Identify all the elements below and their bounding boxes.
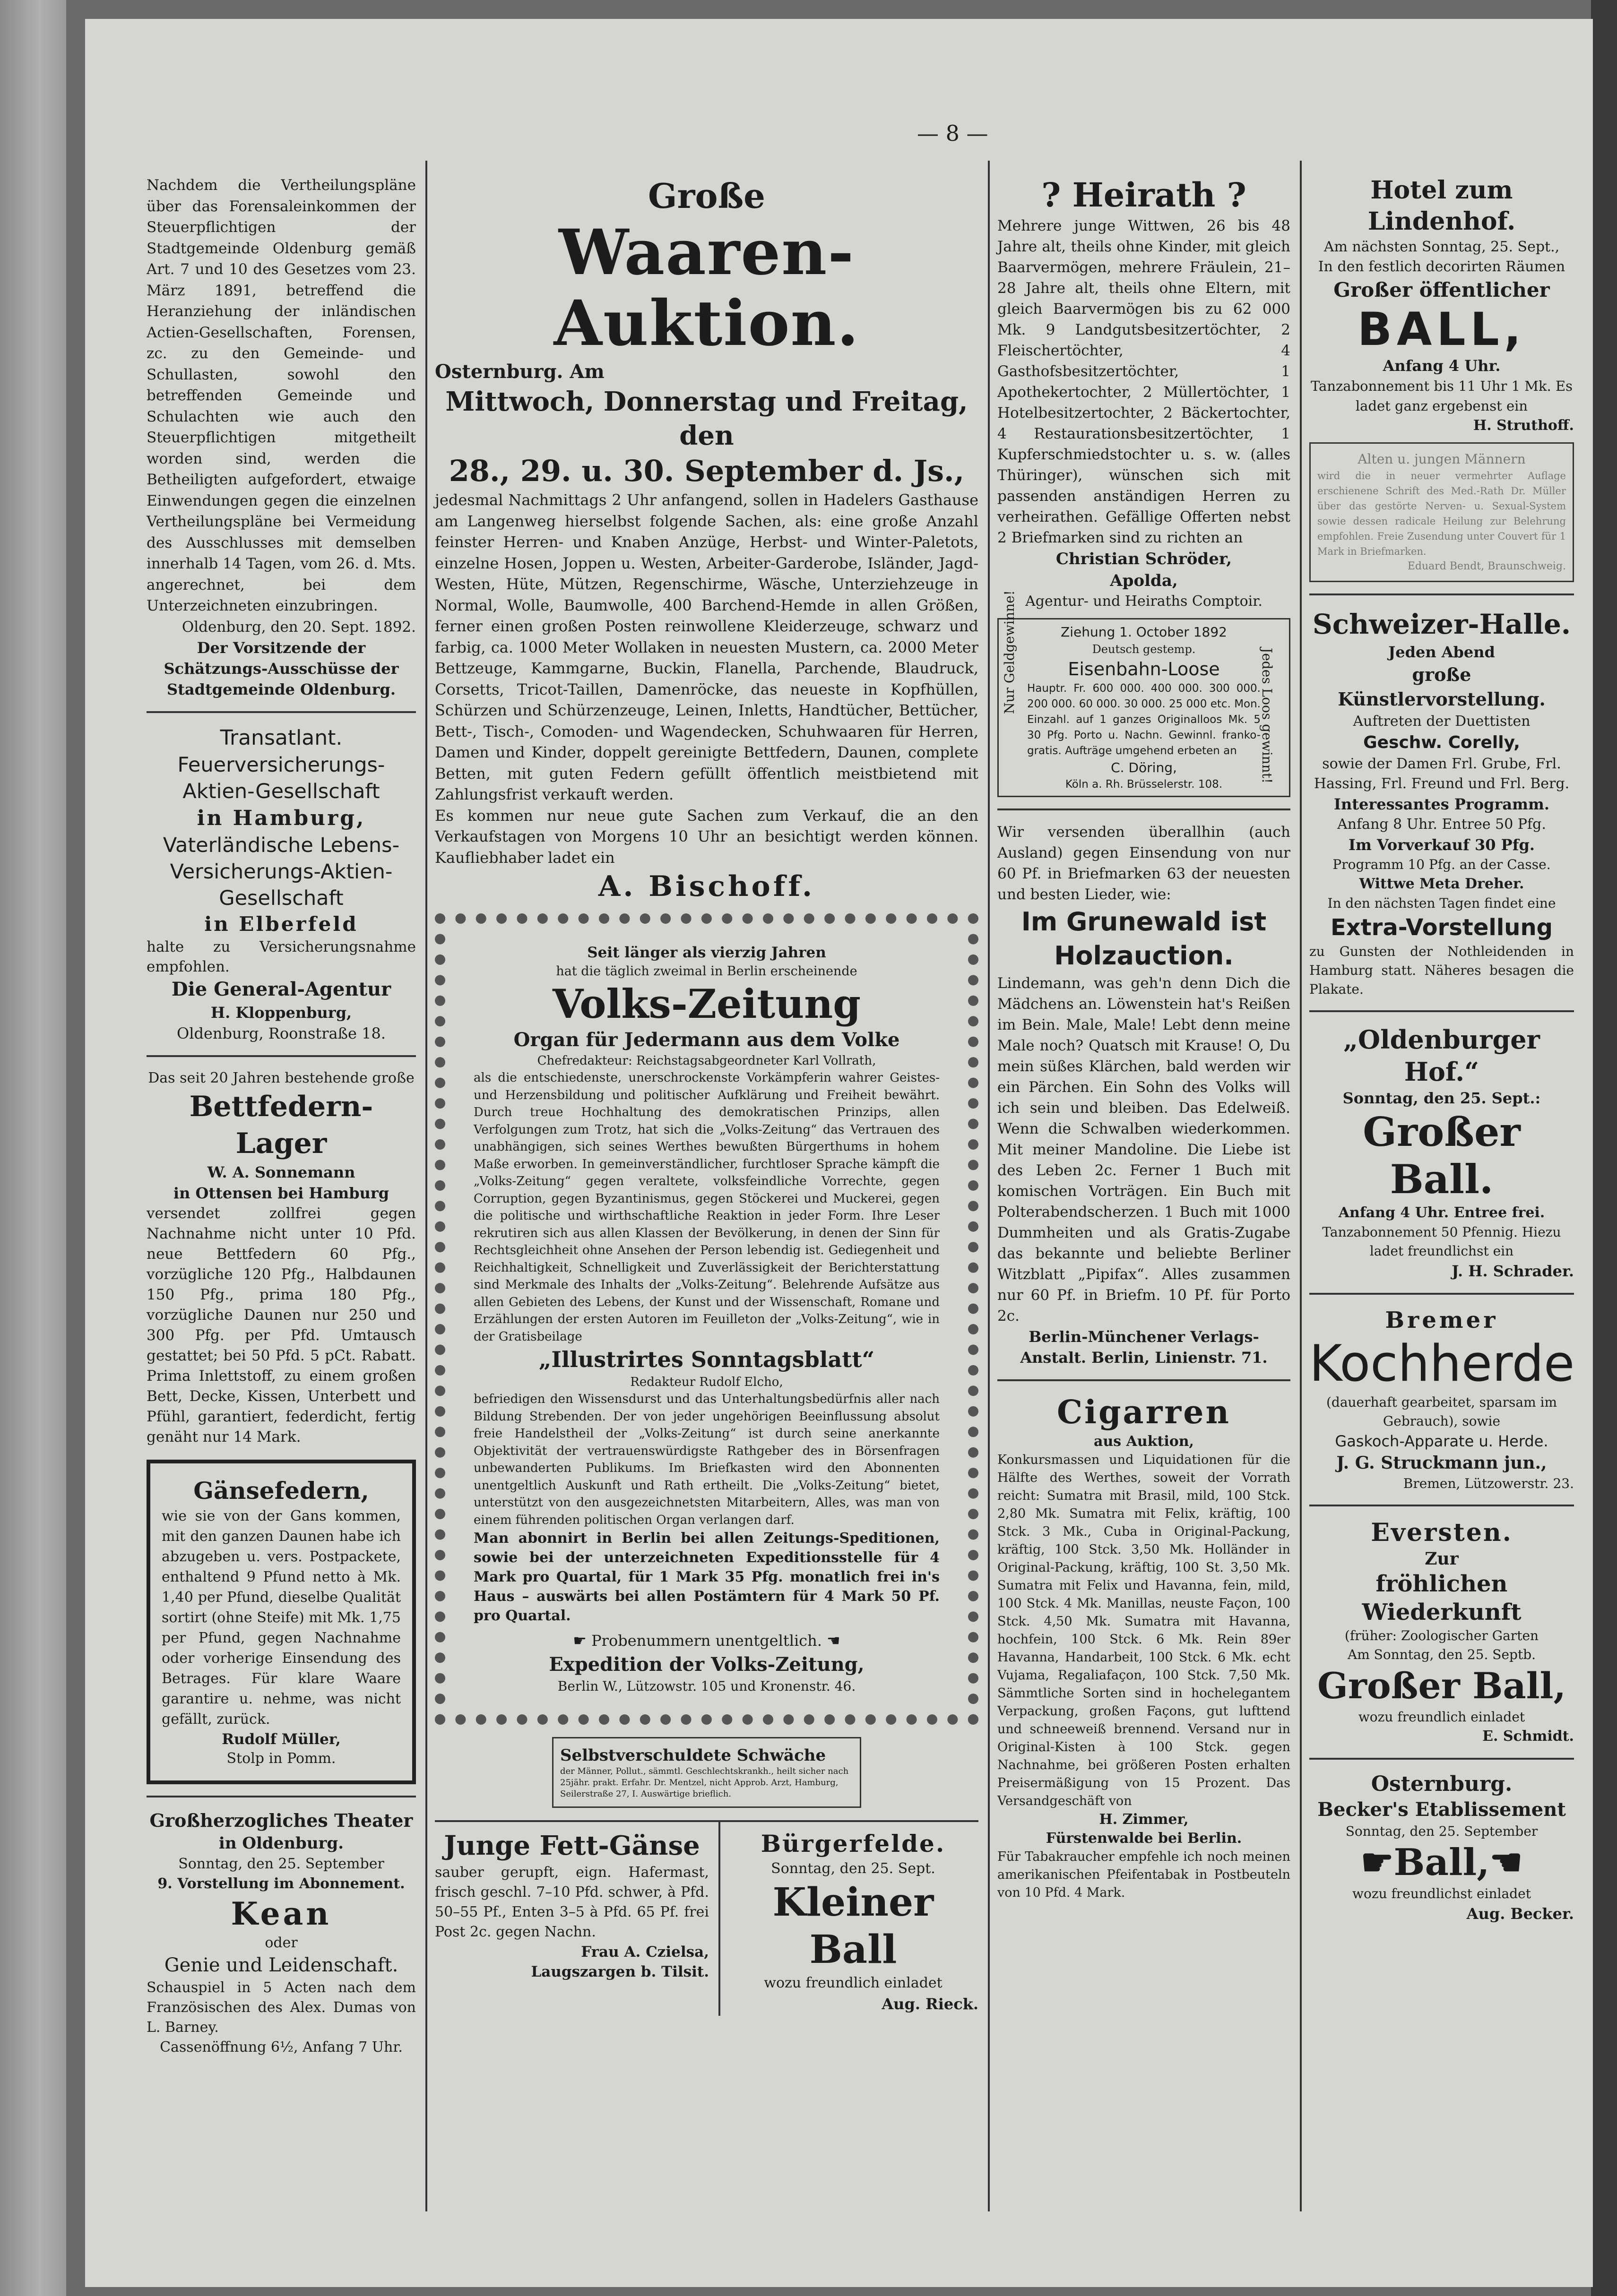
marriage-place: Apolda, bbox=[1110, 571, 1178, 590]
stoves-text: (dauerhaft gearbeitet, sparsam im Gebrauch), sowie bbox=[1326, 1394, 1557, 1429]
auction-note: Es kommen nur neue gute Sachen zum Verkauf, die an den Verkaufstagen von Morgens 10 Uhr an besichtigt werden können. Kaufliebhaber ladet ein bbox=[435, 806, 978, 867]
theatre-date: Sonntag, den 25. September bbox=[178, 1855, 384, 1872]
feathers-place: in Ottensen bei Hamburg bbox=[173, 1184, 389, 1202]
column-4 bbox=[1309, 175, 1574, 1924]
divider bbox=[997, 1379, 1290, 1381]
cigars-text: Konkursmassen und Liquidationen für die Hälfte des Werthes, soweit der Vorrath reicht: Sumatra mit Brasil, mild, 100 Stck. 2,80 Mk. Sumatra mit Felix, kräftig, 100 Stck. 3 Mk., Cuba in Original-Packung, kräftig, 100 Stck. 3,50 Mk. Holländer in Original-Packung, kräftig, 100 St. 3,50 Mk. Sumatra mit Felix und Havanna, fein, mild, 100 Stck. 4 Mk. Manillas, neuste Façon, 100 Stck. 4,50 Mk. Sumatra mit Havanna, hochfein, 100 Stck. 6 Mk. Rein 89er Havanna, Handarbeit, 100 Stck. 6 Mk. echt Vujama, Regaliafaçon, 100 Stck. 7,50 Mk. Sämmtliche Sorten sind in hochelegantem Verpackung, großen Façons, gut lufttend und schneeweiß brennend. Versand nur in Original-Kisten à 100 Stck. gegen Nachnahme, bei größeren Posten erhalten Preisermäßigung von 15 Prozent. Das Versandgeschäft von bbox=[997, 1453, 1290, 1808]
lindenhof-event: BALL, bbox=[1357, 303, 1526, 356]
auction-title: Waaren-Auktion. bbox=[553, 216, 860, 360]
feathers-owner: W. A. Sonnemann bbox=[207, 1163, 355, 1181]
insurance-text: halte zu Versicherungsnahme empfohlen. bbox=[147, 938, 416, 975]
ad-gaensefedern bbox=[147, 1460, 416, 1784]
cigars-place: Fürstenwalde bei Berlin. bbox=[1046, 1830, 1242, 1847]
auction-kicker: Große bbox=[648, 176, 765, 216]
geese-title: Gänsefedern, bbox=[193, 1476, 369, 1505]
column-2 bbox=[435, 175, 978, 2016]
notice-date: Oldenburg, den 20. Sept. 1892. bbox=[182, 618, 416, 636]
buergerfelde-title: Bürgerfelde. bbox=[761, 1830, 946, 1857]
theatre-place: in Oldenburg. bbox=[218, 1833, 344, 1853]
sh-text4: In den nächsten Tagen findet eine bbox=[1327, 895, 1556, 911]
weakness-title: Selbstverschuldete Schwäche bbox=[560, 1746, 826, 1765]
book-binding bbox=[0, 0, 66, 2296]
column-3 bbox=[997, 175, 1290, 1902]
pointing-hand-icon: ☚ bbox=[1489, 1841, 1523, 1884]
ev-signer: E. Schmidt. bbox=[1482, 1728, 1574, 1745]
insurance-agency: Die General-Agentur bbox=[171, 978, 391, 1000]
insurance-title3: Vaterländische Lebens-Versicherungs-Aktien-Gesellschaft bbox=[163, 833, 400, 910]
feathers-intro: Das seit 20 Jahren bestehende große bbox=[148, 1069, 415, 1086]
ad-eversten bbox=[1309, 1518, 1574, 1746]
pointing-hand-icon: ☚ bbox=[821, 1632, 840, 1650]
sh-program: Interessantes Programm. bbox=[1333, 795, 1549, 813]
lindenhof-title: Hotel zum Lindenhof. bbox=[1367, 176, 1516, 236]
column-rule-2 bbox=[988, 161, 990, 2211]
os-signer: Aug. Becker. bbox=[1466, 1905, 1574, 1923]
cigars-text2: Für Tabakraucher empfehle ich noch meinen amerikanischen Pfeifentabak in Postbeuteln von 10 Pfd. 4 Mark. bbox=[997, 1849, 1290, 1900]
notice-signer: Der Vorsitzende der Schätzungs-Ausschüsse der Stadtgemeinde Oldenburg. bbox=[164, 638, 399, 698]
sh-event: große Künstlervorstellung. bbox=[1338, 664, 1546, 710]
auction-place: Osternburg. Am bbox=[435, 361, 605, 383]
oh-signer: J. H. Schrader. bbox=[1452, 1262, 1574, 1280]
lindenhof-start: Anfang 4 Uhr. bbox=[1383, 357, 1501, 375]
marriage-title: ? Heirath ? bbox=[1041, 175, 1246, 215]
vz-address: Berlin W., Lützowstr. 105 und Kronenstr. 46. bbox=[557, 1678, 856, 1694]
ad-cigarren bbox=[997, 1393, 1290, 1902]
sh-title: Schweizer-Halle. bbox=[1312, 608, 1571, 640]
lottery-side-left: Nur Geldgewinne! bbox=[1002, 590, 1017, 714]
lottery-draw: Ziehung 1. October 1892 bbox=[1061, 624, 1227, 640]
ad-oldenburger-hof bbox=[1309, 1023, 1574, 1281]
ad-heirath bbox=[997, 175, 1290, 611]
notice-vertheilungsplaene bbox=[147, 175, 416, 700]
geese-place: Stolp in Pomm. bbox=[226, 1750, 336, 1767]
grunewald-signer: Berlin-Münchener Verlags-Anstalt. Berlin, Linienstr. 71. bbox=[1020, 1328, 1268, 1367]
weakness-text: der Männer, Pollut., sämmtl. Geschlechtskrankh., heilt sicher nach 25jähr. prakt. Erfahr. Dr. Mentzel, nicht Approb. Arzt, Hamburg, Seilerstraße 27, I. Auswärtige brieflich. bbox=[560, 1766, 849, 1799]
geese2-signer: Frau A. Czielsa, bbox=[581, 1943, 709, 1961]
page-number: — 8 — bbox=[917, 120, 988, 146]
ev-kicker: Zur bbox=[1425, 1549, 1459, 1569]
vz-samples-text: Probenummern unentgeltlich. bbox=[591, 1632, 822, 1650]
ad-buergerfelde bbox=[728, 1829, 978, 2015]
nerves-signer: Eduard Bendt, Braunschweig. bbox=[1407, 560, 1566, 572]
insurance-address: Oldenburg, Roonstraße 18. bbox=[177, 1024, 386, 1042]
vz-text2: befriedigen den Wissensdurst und das Unterhaltungsbedürfnis aller nach Bildung Strebenden. Der von jeder ungehörigen Beeinflussung absolut freie Handelstheil der „Volks-Zeitung“ ist durch seine anerkannte Objektivität der vertrauenswürdigste Rathgeber des in Börsenfragen unbewanderten Publikums. Im Briefkasten wird den Abonnenten unentgeltlich Auskunft und Rath ertheilt. Die „Volks-Zeitung“ bietet, unterstützt von den ausgezeichnetsten Mitarbeitern, Alles, was man von einem führenden politischen Organ verlangen darf. bbox=[474, 1392, 940, 1527]
stoves-signer: J. G. Struckmann jun., bbox=[1336, 1453, 1547, 1473]
insurance-place1: in Hamburg, bbox=[197, 806, 366, 830]
geese-signer: Rudolf Müller, bbox=[222, 1730, 341, 1748]
ad-nerven-schrift bbox=[1309, 442, 1574, 582]
insurance-title2: Feuerversicherungs-Aktien-Gesellschaft bbox=[177, 753, 385, 803]
pointing-hand-icon: ☛ bbox=[1360, 1841, 1394, 1884]
sh-text5: zu Gunsten der Nothleidenden in Hamburg statt. Näheres besagen die Plakate. bbox=[1309, 944, 1574, 997]
ad-fett-gaense bbox=[435, 1829, 709, 1982]
os-place: Osternburg. bbox=[1371, 1772, 1513, 1796]
vz-samples bbox=[474, 1629, 940, 1652]
feathers-text: versendet zollfrei gegen Nachnahme nicht unter 10 Pfd. neue Bettfedern 60 Pfg., vorzügliche 120 Pfg., Halbdaunen 150 Pfg., prima 180 Pfg., vorzügliche Daunen nur 250 und 300 Pfg. per Pfd. Umtausch gestattet; bei 50 Pfd. 5 pCt. Rabatt. Prima Inlettstoff, zu einem großen Bett, Decke, Kissen, Unterbett und Pfühl, garantiert, federdicht, fertig genäht nur 14 Mark. bbox=[147, 1204, 416, 1445]
page-edge-shadow bbox=[1591, 0, 1617, 2296]
insurance-place2: in Elberfeld bbox=[204, 912, 358, 936]
geese2-place: Laugszargen b. Tilsit. bbox=[531, 1963, 709, 1980]
geese2-title: Junge Fett-Gänse bbox=[444, 1830, 700, 1861]
sh-text2: sowie der Damen Frl. Grube, Frl. Hassing, Frl. Freund und Frl. Berg. bbox=[1314, 756, 1570, 792]
bottom-ads-row bbox=[435, 1822, 978, 2016]
ad-volkszeitung bbox=[435, 913, 978, 1725]
ev-title: fröhlichen Wiederkunft bbox=[1362, 1571, 1522, 1625]
ev-text: wozu freundlich einladet bbox=[1358, 1709, 1525, 1725]
lindenhof-signer: H. Struthoff. bbox=[1473, 417, 1574, 434]
ev-date: Am Sonntag, den 25. Septb. bbox=[1347, 1647, 1536, 1662]
vz-subscribe: Man abonnirt in Berlin bei allen Zeitungs-Speditionen, sowie bei der unterzeichneten Expeditionsstelle für 4 Mark pro Quartal, für 1 Mark 35 Pfg. monatlich frei in's Haus – auswärts bei allen Postämtern für 4 Mark 50 Pf. pro Quartal. bbox=[474, 1530, 940, 1624]
vz-text: als die entschiedenste, unerschrockenste Vorkämpferin wahrer Geistes- und Herzensbildung und politischer Aufklärung und Freiheit bewährt. Durch treue Hochhaltung des demokratischen Prinzips, allen Verfolgungen zum Trotz, hat sich die „Volks-Zeitung“ das Vertrauen des unabhängigen, sich seines Werthes bewußten Bürgerthums in hohem Maße erworben. In gemeinverständlicher, furchtloser Sprache kämpft die „Volks-Zeitung“ gegen veraltete, volksfeindliche Vorrechte, gegen Corruption, gegen Byzantinismus, gegen Stöckerei und Muckerei, gegen die politische und wirthschaftliche Reaktion in jeder Form. Ihre Leser rekrutiren sich aus allen Klassen der Bevölkerung, in denen der Sinn für Rechtsgleichheit ohne Ansehen der Person lebendig ist. Gediegenheit und Reichhaltigkeit, Schnelligkeit und Zuverlässigkeit der Berichterstattung sind Merkmale des Inhalts der „Volks-Zeitung“. Belehrende Aufsätze aus allen Gebieten des Lebens, der Kunst und der Wissenschaft, Romane und Erzählungen der ersten Autoren im Feuilleton der „Volks-Zeitung“, wie in der Gratisbeilage bbox=[474, 1071, 940, 1344]
column-1 bbox=[147, 175, 416, 2057]
theatre-text: Schauspiel in 5 Acten nach dem Französischen des Alex. Dumas von L. Barney. bbox=[147, 1979, 416, 2036]
os-title: Becker's Etablissement bbox=[1317, 1798, 1566, 1821]
ad-waaren-auktion bbox=[435, 175, 978, 905]
theatre-play: Kean bbox=[231, 1895, 332, 1932]
vz-supplement: „Illustrirtes Sonntagsblatt“ bbox=[538, 1347, 875, 1372]
newspaper-page bbox=[85, 19, 1593, 2287]
notice-text: Nachdem die Vertheilungspläne über das Forensaleinkommen der Steuerpflichtigen der Stadtgemeinde Oldenburg gemäß Art. 7 und 10 des Gesetzes vom 23. März 1891, betreffend die Heranziehung der inländischen Actien-Gesellschaften, Forensen, zc. zu den Gemeinde- und Schullasten, sowohl den betreffenden Gemeinde und Schulachten wie auch den Steuerpflichtigen mitgetheilt worden sind, werden die Betheiligten aufgefordert, etwaige Einwendungen gegen die einzelnen Vertheilungspläne bei Vermeidung des Ausschlusses mit demselben innerhalb 14 Tagen, vom 26. d. Mts. angerechnet, bei dem Unterzeichneten einzubringen. bbox=[147, 177, 416, 614]
lindenhof-text2: Tanzabonnement bis 11 Uhr 1 Mk. Es ladet ganz ergebenst ein bbox=[1310, 378, 1573, 414]
ad-schwaeche bbox=[552, 1737, 861, 1808]
vz-line1: Seit länger als vierzig Jahren bbox=[587, 944, 826, 961]
ev-sub: (früher: Zoologischer Garten bbox=[1344, 1628, 1539, 1643]
grunewald-text2: Lindemann, was geh'n denn Dich die Mädchens an. Löwenstein hat's Reißen im Bein. Male, Male! Lebt denn meine Male noch? Quatsch mit Krause! O, Du mein süßes Klärchen, bald werden wir ein Pärchen. Ein Sohn des Volks will ich sein und bleiben. Das Edelweiß. Wenn die Schwalben wiederkommen. Mit meiner Mandoline. Die Liebe ist des Leben 2c. Ferner 1 Buch mit komischen Vorträgen. Ein Buch mit Polterabendscherzen. 1 Buch mit 1000 Dummheiten und als Gratis-Zugabe das bekannte und beliebte Berliner Witzblatt „Pipifax“. Alles zusammen nur 60 Pf. in Briefm. 10 Pf. für Porto 2c. bbox=[997, 975, 1290, 1324]
stoves-text2: Gaskoch-Apparate u. Herde. bbox=[1335, 1432, 1548, 1450]
marriage-signer: Christian Schröder, bbox=[1055, 550, 1232, 568]
theatre-perf: 9. Vorstellung im Abonnement. bbox=[157, 1875, 405, 1892]
insurance-title1: Transatlant. bbox=[220, 725, 343, 750]
column-rule-3 bbox=[1300, 161, 1302, 2211]
divider bbox=[1309, 1293, 1574, 1295]
geese-text: wie sie von der Gans kommen, mit den ganzen Daunen habe ich abzugeben u. vers. Postpackete, enthaltend 9 Pfund netto à Mk. 1,40 per Pfund, dieselbe Qualität sortirt (ohne Steife) mit Mk. 1,75 per Pfund, gegen Nachnahme oder vorherige Einsendung des Betrages. Für klare Waare garantire u. nehme, was nicht gefällt, zurück. bbox=[162, 1507, 401, 1728]
insurance-agent: H. Kloppenburg, bbox=[210, 1003, 352, 1022]
sh-text3: Programm 10 Pfg. an der Casse. bbox=[1332, 857, 1551, 872]
buergerfelde-event: Kleiner Ball bbox=[772, 1880, 934, 1972]
os-date: Sonntag, den 25. September bbox=[1345, 1823, 1538, 1839]
marriage-text: Mehrere junge Wittwen, 26 bis 48 Jahre alt, theils ohne Kinder, mit gleich Baarvermögen, mehrere Fräulein, 21–28 Jahre alt, theils ohne Eltern, mit gleich Baarvermögen bis zu 62 000 Mk. 9 Landgutsbesitzertöchter, 2 Fleischertöchter, 4 Gasthofsbesitzertöchter, 1 Apothekertochter, 2 Müllertöchter, 1 Hotelbesitzertochter, 2 Bäckertochter, 4 Restaurationsbesitzertöchter, 1 Kupferschmiedstochter u. s. w. (alles Thüringer), wünschen sich mit passenden anständigen Herren zu verheirathen. Gefällige Offerten nebst 2 Briefmarken sind zu richten an bbox=[997, 217, 1290, 546]
oh-start: Anfang 4 Uhr. Entree frei. bbox=[1338, 1204, 1545, 1221]
sh-act: Geschw. Corelly, bbox=[1363, 733, 1520, 752]
column-rule-inner bbox=[718, 1822, 720, 2016]
oh-title: „Oldenburger Hof.“ bbox=[1343, 1024, 1540, 1087]
sh-presale: Im Vorverkauf 30 Pfg. bbox=[1349, 836, 1535, 854]
vz-expedition: Expedition der Volks-Zeitung, bbox=[549, 1653, 865, 1676]
ad-osternburg bbox=[1309, 1771, 1574, 1924]
lindenhof-date: Am nächsten Sonntag, 25. Sept., bbox=[1323, 239, 1560, 255]
sh-sub: Jeden Abend bbox=[1388, 643, 1495, 661]
divider bbox=[1309, 1010, 1574, 1012]
cigars-signer: H. Zimmer, bbox=[1099, 1811, 1189, 1828]
cigars-sub: aus Auktion, bbox=[1094, 1433, 1194, 1450]
os-text: wozu freundlichst einladet bbox=[1352, 1886, 1531, 1901]
lottery-text: Hauptr. Fr. 600 000. 400 000. 300 000. 200 000. 60 000. 30 000. 25 000 etc. Mon. Einzahl. auf 1 ganzes Originalloos Mk. 5 30 Pfg. Porto u. Nachn. Gewinnl. franko-gratis. Aufträge umgehend erbeten an bbox=[1027, 682, 1261, 757]
divider bbox=[147, 1055, 416, 1057]
divider bbox=[1309, 1505, 1574, 1506]
oh-event: Großer Ball. bbox=[1363, 1109, 1521, 1203]
vz-line2: hat die täglich zweimal in Berlin erscheinende bbox=[556, 964, 857, 979]
vz-editor: Chefredakteur: Reichstagsabgeordneter Karl Vollrath, bbox=[537, 1054, 876, 1068]
divider bbox=[1309, 1758, 1574, 1760]
geese2-text: sauber gerupft, eign. Hafermast, frisch geschl. 7–10 Pfd. schwer, à Pfd. 50–55 Pf., Enten 3–5 à Pfd. 65 Pf. frei Post 2c. gegen Nachn. bbox=[435, 1864, 709, 1940]
os-event: Ball, bbox=[1393, 1841, 1490, 1884]
divider bbox=[147, 711, 416, 713]
os-event-line bbox=[1309, 1841, 1574, 1884]
lindenhof-text: In den festlich decorirten Räumen bbox=[1318, 258, 1565, 275]
theatre-time: Cassenöffnung 6½, Anfang 7 Uhr. bbox=[160, 2038, 403, 2055]
buergerfelde-signer: Aug. Rieck. bbox=[882, 1995, 978, 2013]
sh-start: Anfang 8 Uhr. Entree 50 Pfg. bbox=[1337, 816, 1546, 833]
theatre-oder: oder bbox=[265, 1934, 298, 1951]
feathers-title: Bettfedern-Lager bbox=[189, 1090, 373, 1160]
lottery-address: Köln a. Rh. Brüsselerstr. 108. bbox=[1065, 778, 1223, 791]
pointing-hand-icon: ☛ bbox=[573, 1632, 592, 1650]
vz-suppeditor: Redakteur Rudolf Elcho, bbox=[630, 1375, 783, 1389]
sh-text: Auftreten der Duettisten bbox=[1353, 713, 1531, 730]
vz-subtitle: Organ für Jedermann aus dem Volke bbox=[513, 1029, 900, 1051]
auction-signer: A. Bischoff. bbox=[598, 870, 815, 903]
sh-extra: Extra-Vorstellung bbox=[1330, 914, 1553, 941]
ev-place: Eversten. bbox=[1371, 1518, 1513, 1547]
stoves-place: Bremen, Lützowerstr. 23. bbox=[1403, 1476, 1574, 1491]
auction-dates: 28., 29. u. 30. September d. Js., bbox=[449, 454, 965, 488]
column-rule-1 bbox=[425, 161, 427, 2211]
buergerfelde-date: Sonntag, den 25. Sept. bbox=[771, 1860, 935, 1877]
ad-lindenhof bbox=[1309, 175, 1574, 436]
theatre-title: Großherzogliches Theater bbox=[149, 1809, 413, 1831]
marriage-office: Agentur- und Heiraths Comptoir. bbox=[1025, 593, 1262, 610]
ad-bettfedern bbox=[147, 1068, 416, 1447]
nerves-text: wird die in neuer vermehrter Auflage erschienene Schrift des Med.-Rath Dr. Müller über das gestörte Nerven- u. Sexual-System sowie dessen radicale Heilung zur Belehrung empfohlen. Freie Zusendung unter Couvert für 1 Mark in Briefmarken. bbox=[1317, 470, 1566, 557]
lottery-signer: C. Döring, bbox=[1111, 760, 1177, 775]
vz-title: Volks-Zeitung bbox=[552, 980, 861, 1027]
stoves-kicker: Bremer bbox=[1385, 1307, 1498, 1333]
ad-schweizerhalle bbox=[1309, 607, 1574, 999]
cigars-title: Cigarren bbox=[1057, 1393, 1231, 1431]
lottery-sub: Deutsch gestemp. bbox=[1092, 643, 1196, 656]
buergerfelde-text: wozu freundlich einladet bbox=[764, 1975, 943, 1991]
lottery-side-right: Jedes Loos gewinnt! bbox=[1259, 648, 1275, 784]
auction-days: Mittwoch, Donnerstag und Freitag, den bbox=[445, 386, 968, 451]
theatre-sub: Genie und Leidenschaft. bbox=[164, 1954, 398, 1976]
ev-event: Großer Ball, bbox=[1317, 1665, 1566, 1707]
divider bbox=[147, 1796, 416, 1797]
divider bbox=[997, 808, 1290, 810]
lindenhof-kicker: Großer öffentlicher bbox=[1333, 278, 1550, 301]
auction-text: jedesmal Nachmittags 2 Uhr anfangend, sollen in Hadelers Gasthause am Langenweg hierselbst folgende Sachen, als: eine große Anzahl feinster Herren- und Knaben Anzüge, Herbst- und Winter-Paletots, einzelne Hosen, Joppen u. Westen, Arbeiter-Garderobe, Isländer, Jagd-Westen, Hüte, Mützen, Regenschirme, Wäsche, Unterziehzeuge in Normal, Wolle, Baumwolle, 400 Barchend-Hemde in allen Größen, ferner einen großen Posten reinwollene Kleiderzeuge, schwarz und farbig, ca. 1000 Meter Wollaken in neuesten Mustern, ca. 2000 Meter Bettzeuge, Kammgarne, Buckin, Flanella, Parchende, Blaudruck, Corsetts, Tricot-Taillen, Damenröcke, das neueste in Kopfhüllen, Schürzen und Schürzenzeuge, Leinen, Inletts, Handtücher, Bettücher, Bett-, Tisch-, Comoden- und Wagendecken, Schuhwaaren für Herren, Damen und Kinder, doppelt gereinigte Bettfedern, Daunen, complete Betten, mit guten Federn gefüllt öffentlich meistbietend mit Zahlungsfrist verkauft werden. bbox=[435, 491, 978, 803]
ad-insurance bbox=[147, 724, 416, 1044]
nerves-line1: Alten u. jungen Männern bbox=[1358, 451, 1526, 467]
stoves-title: Kochherde bbox=[1309, 1334, 1575, 1393]
grunewald-title: Im Grunewald ist Holzauction. bbox=[1021, 907, 1267, 971]
grunewald-text1: Wir versenden überallhin (auch Ausland) gegen Einsendung von nur 60 Pf. in Briefmarken 63 der neuesten und besten Lieder, wie: bbox=[997, 824, 1290, 903]
lottery-title: Eisenbahn-Loose bbox=[1068, 659, 1220, 679]
oh-date: Sonntag, den 25. Sept.: bbox=[1342, 1089, 1541, 1107]
ad-theatre bbox=[147, 1809, 416, 2057]
oh-text: Tanzabonnement 50 Pfennig. Hiezu ladet freundlichst ein bbox=[1322, 1224, 1561, 1259]
divider bbox=[1309, 593, 1574, 595]
ad-lieder bbox=[997, 822, 1290, 1368]
sh-signer: Wittwe Meta Dreher. bbox=[1359, 876, 1524, 892]
ad-kochherde bbox=[1309, 1306, 1574, 1493]
